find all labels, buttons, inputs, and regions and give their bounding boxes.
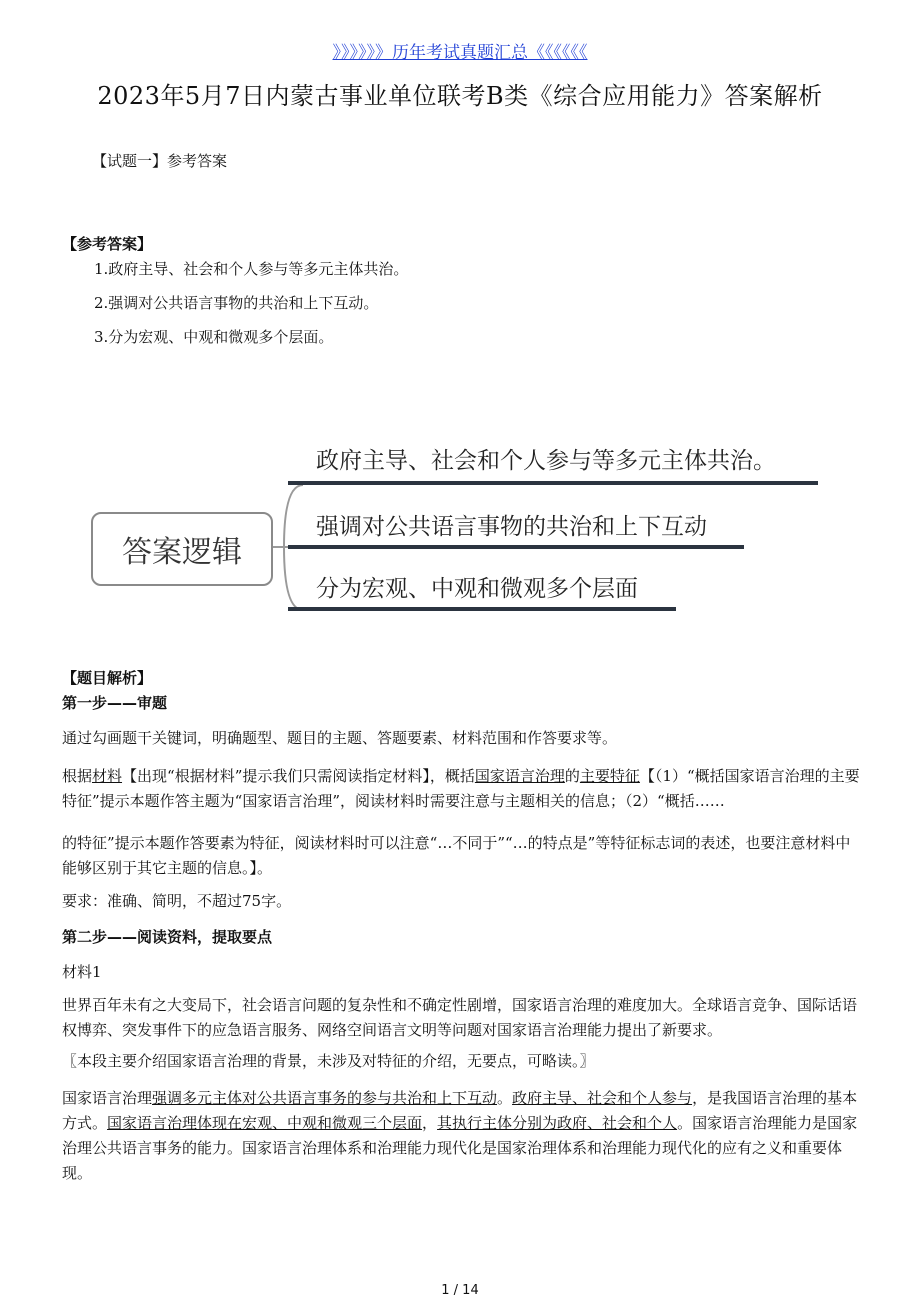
p2-text-c: 。 [497, 1089, 513, 1107]
answer-item-1: 1.政府主导、社会和个人参与等多元主体共治。 [94, 260, 409, 278]
mindmap-branch-3: 分为宏观、中观和微观多个层面 [316, 576, 638, 602]
keyword-main-features: 主要特征 [579, 767, 640, 785]
mindmap-branch-1: 政府主导、社会和个人参与等多元主体共治。 [316, 448, 776, 474]
answer-logic-mindmap [88, 430, 848, 630]
p2-text-g: ， [422, 1114, 438, 1132]
page-number: 1 / 14 [441, 1283, 479, 1298]
analysis-heading: 【题目解析】 [62, 669, 153, 687]
mindmap-branch-2-line [288, 545, 744, 549]
p2-text-i: 。国家语言治理能力是国家治理公共语言事务的能力。国家语言治理体系和治理能力现代化是国家治理体系和治理能力现代化的应有之义和重要体现。 [62, 1114, 858, 1182]
mindmap-branch-2: 强调对公共语言事物的共治和上下互动 [316, 514, 707, 540]
step1-paragraph-1: 通过勾画题干关键词，明确题型、题目的主题、答题要素、材料范围和作答要求等。 [62, 729, 618, 747]
material-1-label: 材料1 [62, 963, 102, 981]
p2-text-g: 【（1）“概括国家语言治理的主要特征”提示本题作答主题为“国家语言治理”，阅读材料时需要注意与主题相关的信息；（2）“概括…… [62, 767, 860, 810]
p2-text-c: 【出现“根据材料”提示我们只需阅读指定材料】，概括 [122, 767, 475, 785]
highlight-executors: 其执行主体分别为政府、社会和个人 [437, 1114, 678, 1132]
material-1-note: 〖本段主要介绍国家语言治理的背景，未涉及对特征的介绍，无要点，可略读。〗 [62, 1052, 595, 1070]
mindmap-branch-1-line [288, 481, 818, 485]
answer-item-2: 2.强调对公共语言事物的共治和上下互动。 [94, 294, 379, 312]
keyword-material: 材料 [92, 767, 123, 785]
highlight-three-levels: 国家语言治理体现在宏观、中观和微观三个层面 [107, 1114, 423, 1132]
highlight-government-led: 政府主导、社会和个人参与 [512, 1089, 693, 1107]
step1-heading: 第一步——审题 [62, 694, 168, 712]
keyword-national-language-governance: 国家语言治理 [474, 767, 565, 785]
highlight-multi-subject: 强调多元主体对公共语言事务的参与共治和上下互动 [152, 1089, 498, 1107]
step1-requirement: 要求：准确、简明，不超过75字。 [62, 892, 292, 910]
mindmap-branch-3-line [288, 607, 676, 611]
step2-heading: 第二步——阅读资料，提取要点 [62, 928, 273, 946]
question-label: 【试题一】参考答案 [92, 152, 228, 170]
reference-answer-heading: 【参考答案】 [62, 235, 153, 253]
p2-text-a: 国家语言治理 [62, 1089, 153, 1107]
p2-text-e: 的 [564, 767, 580, 785]
document-title: 2023年5月7日内蒙古事业单位联考B类《综合应用能力》答案解析 [97, 82, 823, 110]
step1-paragraph-2-cont: 的特征”提示本题作答要素为特征，阅读材料时可以注意“…不同于”“…的特点是”等特征标志词的表述，也要注意材料中能够区别于其它主题的信息。】。 [62, 834, 851, 877]
material-1-paragraph-1: 世界百年未有之大变局下，社会语言问题的复杂性和不确定性剧增，国家语言治理的难度加大。全球语言竞争、国际话语权博弈、突发事件下的应急语言服务、网络空间语言文明等问题对国家语言治理能力提出了新要求。 [62, 996, 858, 1039]
p2-text-e: ，是我国语言治理的基本方式。 [62, 1089, 858, 1132]
step1-paragraph-2 [62, 764, 862, 814]
mindmap-root: 答案逻辑 [91, 512, 273, 586]
material-1-paragraph-2 [62, 1086, 862, 1186]
p2-text-a: 根据 [62, 767, 93, 785]
exam-collection-link[interactable]: 》》》》》》历年考试真题汇总《《《《《《 [332, 43, 588, 63]
answer-item-3: 3.分为宏观、中观和微观多个层面。 [94, 328, 334, 346]
